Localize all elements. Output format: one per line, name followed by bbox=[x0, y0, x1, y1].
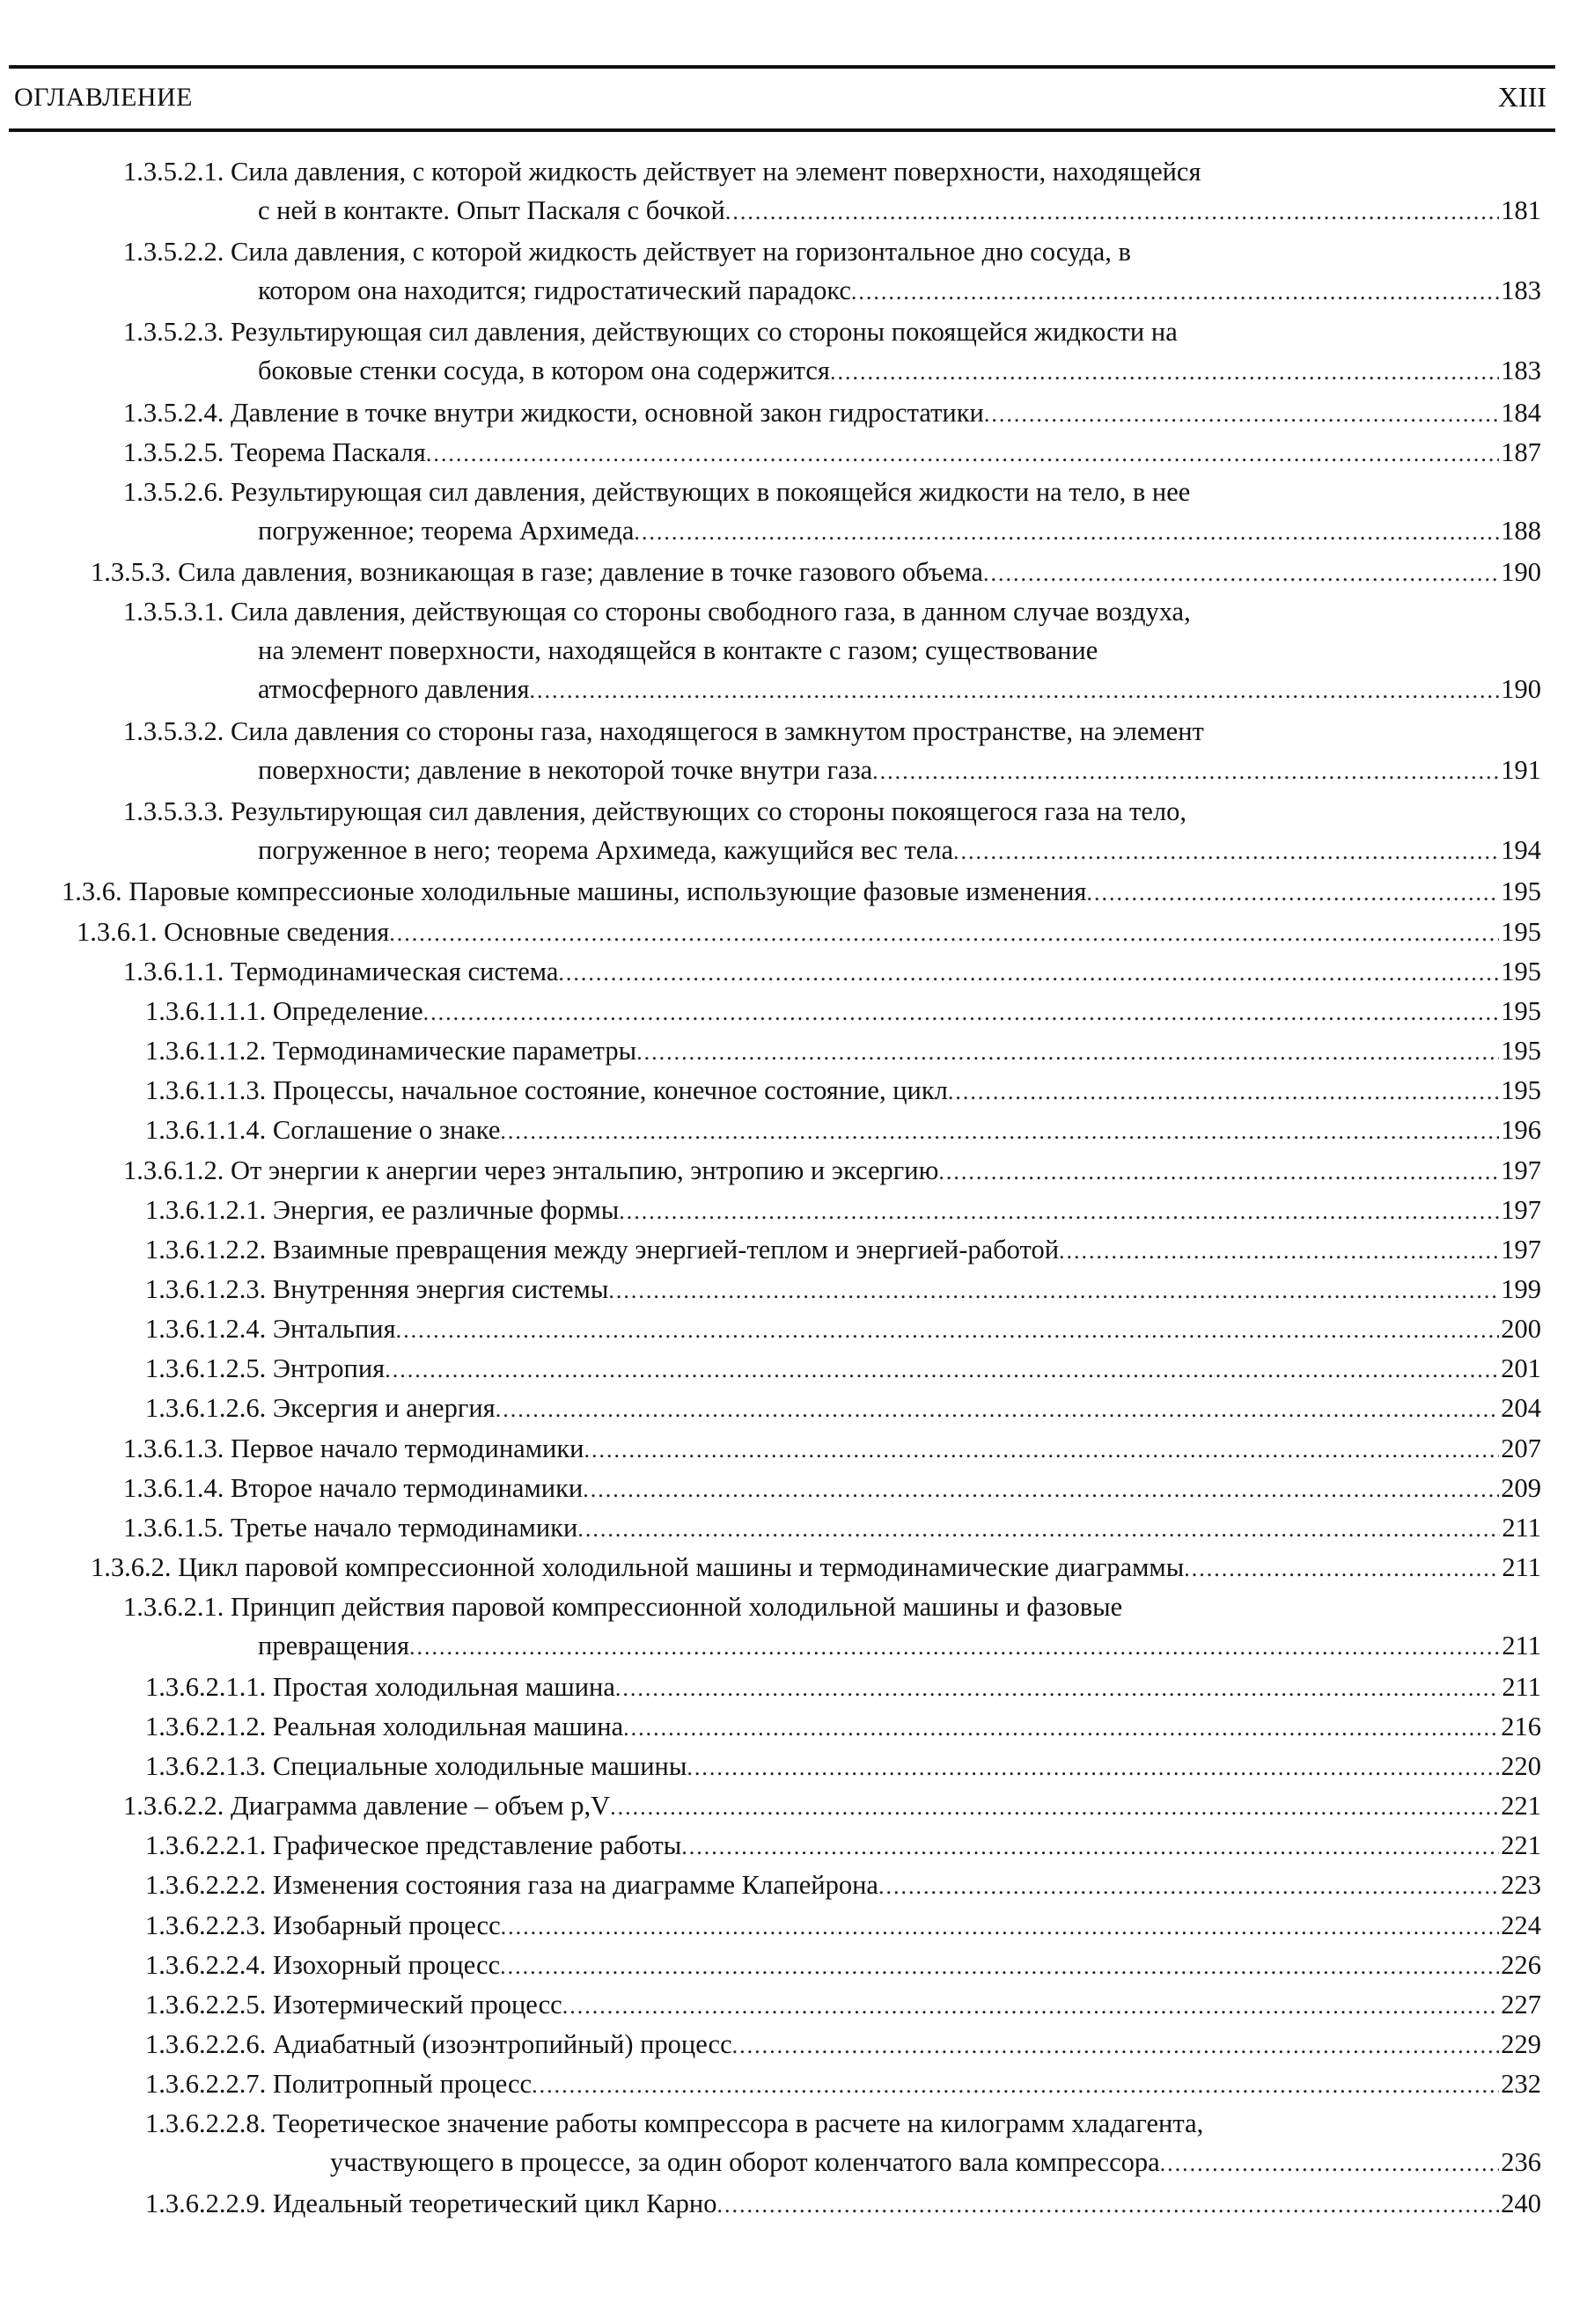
toc-entry-title: участвующего в процессе, за один оборот коленчатого вала компрессора bbox=[330, 2147, 1160, 2177]
toc-entry-number: 1.3.6.1.2.4. bbox=[145, 1314, 267, 1344]
toc-entry-title-line: Сила давления со стороны газа, находящегося в замкнутом пространстве, на элемент bbox=[231, 716, 1204, 746]
dot-leader bbox=[830, 353, 1499, 392]
dot-leader bbox=[619, 1192, 1499, 1231]
toc-entry-title: Цикл паровой компрессионной холодильной машины и термодинамические диаграммы bbox=[178, 1552, 1185, 1582]
dot-leader bbox=[716, 2186, 1499, 2225]
toc-entry-title: с ней в контакте. Опыт Паскаля с бочкой bbox=[258, 195, 725, 225]
toc-entry-title: Энергия, ее различные формы bbox=[272, 1195, 620, 1225]
toc-entry-title: Графическое представление работы bbox=[272, 1830, 682, 1860]
toc-entry-page: 191 bbox=[1501, 755, 1541, 785]
toc-entry-page: 232 bbox=[1501, 2069, 1541, 2099]
toc-entry-number: 1.3.6.1.1. bbox=[123, 957, 224, 986]
dot-leader bbox=[878, 1867, 1499, 1906]
toc-entry[interactable] bbox=[123, 712, 1541, 791]
toc-entry[interactable] bbox=[123, 312, 1541, 392]
dot-leader bbox=[983, 554, 1499, 593]
toc-entry-title: Изобарный процесс bbox=[272, 1910, 501, 1940]
toc-entry-title: Простая холодильная машина bbox=[272, 1672, 615, 1702]
toc-entry[interactable] bbox=[123, 232, 1541, 312]
toc-entry-page: 197 bbox=[1501, 1195, 1541, 1225]
dot-leader bbox=[610, 1788, 1499, 1827]
dot-leader bbox=[584, 1431, 1499, 1470]
toc-entry-number: 1.3.6.2.2.3. bbox=[145, 1910, 267, 1940]
toc-entry-title-line: Теоретическое значение работы компрессора в расчете на килограмм хладагента, bbox=[272, 2108, 1204, 2138]
toc-entry-number: 1.3.6.2.1.1. bbox=[145, 1672, 267, 1702]
toc-entry[interactable] bbox=[145, 2064, 1541, 2105]
dot-leader bbox=[1086, 874, 1499, 913]
toc-entry-number: 1.3.5.2.3. bbox=[123, 317, 224, 347]
toc-entry-number: 1.3.6.1.2.5. bbox=[145, 1353, 267, 1383]
dot-leader bbox=[636, 1033, 1499, 1072]
toc-entry-title: погруженное в него; теорема Архимеда, кажущийся вес тела bbox=[258, 835, 953, 865]
toc-entry-number: 1.3.6.1.1.3. bbox=[145, 1075, 267, 1105]
toc-entry-number: 1.3.6.1. bbox=[77, 917, 158, 947]
dot-leader bbox=[1160, 2144, 1500, 2183]
toc-entry-page: 195 bbox=[1501, 957, 1541, 986]
toc-entry-title: Эксергия и анергия bbox=[272, 1393, 496, 1423]
toc-entry-title: Теорема Паскаля bbox=[231, 437, 426, 467]
dot-leader bbox=[500, 1947, 1499, 1986]
toc-entry-page: 211 bbox=[1502, 1552, 1541, 1582]
toc-entry[interactable] bbox=[145, 1230, 1541, 1271]
toc-entry-page: 240 bbox=[1501, 2188, 1541, 2218]
toc-entry-title: Термодинамическая система bbox=[231, 957, 559, 986]
toc-entry-page: 221 bbox=[1501, 1830, 1541, 1860]
toc-entry-number: 1.3.6.1.2. bbox=[123, 1155, 224, 1185]
toc-entry[interactable] bbox=[145, 1747, 1541, 1787]
toc-entry-number: 1.3.6.1.1.2. bbox=[145, 1036, 267, 1066]
toc-entry-number: 1.3.5.2.5. bbox=[123, 437, 224, 467]
toc-entry-title: погруженное; теорема Архимеда bbox=[258, 516, 635, 546]
toc-entry-number: 1.3.6.1.1.1. bbox=[145, 996, 267, 1026]
dot-leader bbox=[396, 1311, 1500, 1350]
toc-entry[interactable] bbox=[77, 913, 1541, 953]
toc-entry[interactable] bbox=[123, 1429, 1541, 1470]
toc-entry-page: 184 bbox=[1501, 398, 1541, 428]
toc-entry-page: 190 bbox=[1501, 674, 1541, 704]
dot-leader bbox=[562, 1987, 1500, 2026]
toc-entry[interactable] bbox=[145, 1191, 1541, 1231]
dot-leader bbox=[577, 1510, 1500, 1549]
toc-entry-number: 1.3.6.2.2.5. bbox=[145, 1990, 267, 2020]
toc-entry[interactable] bbox=[145, 992, 1541, 1032]
toc-entry-title-line: Принцип действия паровой компрессионной холодильной машины и фазовые bbox=[231, 1592, 1123, 1622]
toc-entry-title: Процессы, начальное состояние, конечное состояние, цикл bbox=[272, 1075, 948, 1105]
toc-entry[interactable] bbox=[123, 152, 1541, 231]
toc-entry-number: 1.3.5.2.6. bbox=[123, 477, 224, 507]
toc-entry-title: От энергии к анергии через энтальпию, энтропию и эксергию bbox=[231, 1155, 939, 1185]
toc-entry-title: превращения bbox=[258, 1631, 409, 1661]
dot-leader bbox=[501, 1908, 1500, 1946]
toc-entry-number: 1.3.6.1.3. bbox=[123, 1433, 224, 1463]
toc-entry[interactable] bbox=[145, 1826, 1541, 1866]
dot-leader bbox=[1184, 1550, 1500, 1588]
toc-entry-number: 1.3.6.2. bbox=[91, 1552, 172, 1582]
toc-entry[interactable] bbox=[145, 1309, 1541, 1350]
dot-leader bbox=[389, 914, 1499, 953]
toc-entry-title: Второе начало термодинамики bbox=[231, 1473, 584, 1503]
toc-entry-number: 1.3.6.1.1.4. bbox=[145, 1115, 267, 1145]
toc-entry-page: 236 bbox=[1501, 2147, 1541, 2177]
dot-leader bbox=[385, 1351, 1499, 1389]
toc-entry-number: 1.3.6.2.1.3. bbox=[145, 1751, 267, 1781]
toc-entry-title: атмосферного давления bbox=[258, 674, 530, 704]
toc-entry[interactable] bbox=[123, 1587, 1541, 1667]
toc-entry[interactable] bbox=[123, 1469, 1541, 1509]
toc-entry[interactable] bbox=[145, 1866, 1541, 1906]
toc-entry-page: 195 bbox=[1501, 996, 1541, 1026]
dot-leader bbox=[938, 1153, 1499, 1191]
toc-entry-number: 1.3.6.2.2. bbox=[123, 1791, 224, 1821]
toc-entry-page: 216 bbox=[1501, 1712, 1541, 1741]
toc-entry-number: 1.3.6.1.2.3. bbox=[145, 1274, 267, 1304]
toc-entry[interactable] bbox=[123, 1151, 1541, 1191]
toc-entry-page: 201 bbox=[1501, 1353, 1541, 1383]
toc-entry-number: 1.3.5.3.2. bbox=[123, 716, 224, 746]
toc-entry-page: 211 bbox=[1502, 1631, 1541, 1661]
toc-entry-title: боковые стенки сосуда, в котором она содержится bbox=[258, 356, 830, 385]
toc-entry-title-line: Сила давления, действующая со стороны свободного газа, в данном случае воздуха, bbox=[231, 597, 1191, 627]
toc-entry-page: 204 bbox=[1501, 1393, 1541, 1423]
toc-entry-number: 1.3.5.2.4. bbox=[123, 398, 224, 428]
header-title: ОГЛАВЛЕНИЕ bbox=[14, 83, 193, 112]
toc-entry-page: 211 bbox=[1502, 1513, 1541, 1543]
toc-entry-number: 1.3.6.2.1.2. bbox=[145, 1712, 267, 1741]
toc-entry-title: Диаграмма давление – объем p,V bbox=[231, 1791, 611, 1821]
toc-entry-page: 195 bbox=[1501, 917, 1541, 947]
toc-entry-number: 1.3.6. bbox=[62, 876, 122, 906]
toc-entry[interactable] bbox=[91, 1548, 1541, 1588]
toc-entry-page: 207 bbox=[1501, 1433, 1541, 1463]
toc-entry-number: 1.3.6.2.2.1. bbox=[145, 1830, 267, 1860]
toc-entry[interactable] bbox=[123, 433, 1541, 473]
toc-entry[interactable] bbox=[145, 1668, 1541, 1708]
dot-leader bbox=[583, 1470, 1499, 1509]
toc-entry-number: 1.3.5.3. bbox=[91, 557, 172, 587]
toc-entry-title: Внутренняя энергия системы bbox=[272, 1274, 609, 1304]
toc-entry[interactable] bbox=[145, 1071, 1541, 1111]
toc-entry-page: 209 bbox=[1501, 1473, 1541, 1503]
toc-entry-number: 1.3.6.2.2.4. bbox=[145, 1950, 267, 1980]
toc-entry-page: 196 bbox=[1501, 1115, 1541, 1145]
toc-entry-title: Паровые компрессионые холодильные машины, использующие фазовые изменения bbox=[129, 876, 1087, 906]
toc-entry-number: 1.3.6.2.2.6. bbox=[145, 2029, 267, 2059]
toc-entry-title: Политропный процесс bbox=[272, 2069, 533, 2099]
toc-entry-title: Изохорный процесс bbox=[272, 1950, 501, 1980]
toc-entry[interactable] bbox=[123, 952, 1541, 993]
toc-entry-title: Давление в точке внутри жидкости, основной закон гидростатики bbox=[231, 398, 984, 428]
toc-entry-page: 195 bbox=[1501, 876, 1541, 906]
toc-entry-title-line: на элемент поверхности, находящейся в контакте с газом; существование bbox=[258, 635, 1098, 665]
toc-entry-title: Реальная холодильная машина bbox=[272, 1712, 624, 1741]
dot-leader bbox=[496, 1390, 1500, 1429]
dot-leader bbox=[872, 752, 1499, 791]
dot-leader bbox=[426, 435, 1499, 473]
toc-entry-page: 195 bbox=[1501, 1075, 1541, 1105]
dot-leader bbox=[423, 993, 1500, 1032]
toc-entry-title: Сила давления, возникающая в газе; давление в точке газового объема bbox=[178, 557, 983, 587]
dot-leader bbox=[948, 1073, 1499, 1111]
toc-entry-page: 187 bbox=[1501, 437, 1541, 467]
toc-entry-page: 200 bbox=[1501, 1314, 1541, 1344]
dot-leader bbox=[851, 273, 1499, 312]
toc-entry-page: 197 bbox=[1501, 1235, 1541, 1265]
dot-leader bbox=[1059, 1232, 1499, 1271]
dot-leader bbox=[532, 2066, 1499, 2105]
toc-entry-number: 1.3.6.2.2.9. bbox=[145, 2188, 267, 2218]
toc-entry-page: 224 bbox=[1501, 1910, 1541, 1940]
toc-entry-number: 1.3.6.1.4. bbox=[123, 1473, 224, 1503]
toc-entry-number: 1.3.5.3.1. bbox=[123, 597, 224, 627]
toc-entry-title: Энтальпия bbox=[272, 1314, 396, 1344]
toc-entry[interactable] bbox=[62, 872, 1541, 913]
toc-entry-number: 1.3.6.1.2.6. bbox=[145, 1393, 267, 1423]
toc-entry-number: 1.3.6.1.5. bbox=[123, 1513, 224, 1543]
toc-entry-title: Соглашение о знаке bbox=[272, 1115, 501, 1145]
toc-entry-page: 190 bbox=[1501, 557, 1541, 587]
toc-entry[interactable] bbox=[145, 1349, 1541, 1389]
toc-entry-title: Третье начало термодинамики bbox=[231, 1513, 578, 1543]
dot-leader bbox=[530, 671, 1500, 710]
dot-leader bbox=[953, 832, 1499, 871]
toc-entry-title-line: Сила давления, с которой жидкость действует на горизонтальное дно сосуда, в bbox=[231, 237, 1131, 267]
dot-leader bbox=[984, 395, 1499, 434]
dot-leader bbox=[558, 954, 1499, 993]
toc-entry[interactable] bbox=[145, 1707, 1541, 1748]
header-page-number: XIII bbox=[1497, 81, 1546, 113]
toc-entry[interactable] bbox=[123, 393, 1541, 434]
toc-entry-title-line: Сила давления, с которой жидкость действует на элемент поверхности, находящейся bbox=[231, 157, 1201, 187]
toc-entry-number: 1.3.5.3.3. bbox=[123, 796, 224, 826]
toc-entry-number: 1.3.6.2.2.2. bbox=[145, 1870, 267, 1900]
toc-entry-number: 1.3.6.2.1. bbox=[123, 1592, 224, 1622]
toc-entry[interactable] bbox=[145, 2184, 1541, 2225]
dot-leader bbox=[687, 1748, 1499, 1787]
toc-entry-title-line: Результирующая сил давления, действующих со стороны покоящейся жидкости на bbox=[231, 317, 1178, 347]
toc-entry-page: 220 bbox=[1501, 1751, 1541, 1781]
toc-entry[interactable] bbox=[145, 1985, 1541, 2026]
toc-entry[interactable] bbox=[123, 592, 1541, 710]
toc-entry-title: Основные сведения bbox=[164, 917, 390, 947]
toc-entry[interactable] bbox=[123, 473, 1541, 552]
toc-entry-page: 227 bbox=[1501, 1990, 1541, 2020]
toc-entry-title: Изотермический процесс bbox=[272, 1990, 562, 2020]
toc-entry-page: 226 bbox=[1501, 1950, 1541, 1980]
toc-entry-page: 197 bbox=[1501, 1155, 1541, 1185]
dot-leader bbox=[500, 1112, 1499, 1151]
toc-entry[interactable] bbox=[145, 1946, 1541, 1986]
toc-entry-title: Взаимные превращения между энергией-теплом и энергией-работой bbox=[272, 1235, 1060, 1265]
toc-entry[interactable] bbox=[145, 2104, 1541, 2183]
toc-entry-title: Первое начало термодинамики bbox=[231, 1433, 584, 1463]
toc-entry[interactable] bbox=[123, 1508, 1541, 1549]
toc-entry-title: Определение bbox=[272, 996, 423, 1026]
toc-entry-title: Изменения состояния газа на диаграмме Клапейрона bbox=[272, 1870, 878, 1900]
toc-entry[interactable] bbox=[145, 1906, 1541, 1946]
toc-entry-title: Специальные холодильные машины bbox=[272, 1751, 687, 1781]
toc-entry[interactable] bbox=[145, 1111, 1541, 1151]
toc-entry-title-line: Результирующая сил давления, действующих со стороны покоящегося газа на тело, bbox=[231, 796, 1187, 826]
toc-entry-title: Идеальный теоретический цикл Карно bbox=[272, 2188, 717, 2218]
toc-entry-page: 183 bbox=[1501, 275, 1541, 305]
toc-entry-number: 1.3.6.1.2.1. bbox=[145, 1195, 267, 1225]
toc-entry-title: Адиабатный (изоэнтропийный) процесс bbox=[272, 2029, 732, 2059]
dot-leader bbox=[634, 513, 1499, 552]
dot-leader bbox=[681, 1828, 1499, 1866]
toc-entry[interactable] bbox=[145, 1389, 1541, 1429]
toc-entry-title: Термодинамические параметры bbox=[272, 1036, 637, 1066]
toc-entry-page: 199 bbox=[1501, 1274, 1541, 1304]
toc-entry-number: 1.3.6.1.2.2. bbox=[145, 1235, 267, 1265]
toc-entry[interactable] bbox=[123, 792, 1541, 871]
toc-entry-number: 1.3.5.2.1. bbox=[123, 157, 224, 187]
toc-entry-page: 221 bbox=[1501, 1791, 1541, 1821]
dot-leader bbox=[409, 1628, 1500, 1667]
toc-entry[interactable] bbox=[145, 1031, 1541, 1072]
toc-entry[interactable] bbox=[91, 553, 1541, 593]
dot-leader bbox=[732, 2027, 1500, 2065]
dot-leader bbox=[623, 1709, 1499, 1748]
toc-entry-title: котором она находится; гидростатический парадокс bbox=[258, 275, 851, 305]
toc-entry-title: поверхности; давление в некоторой точке внутри газа bbox=[258, 755, 873, 785]
dot-leader bbox=[608, 1272, 1499, 1310]
toc-entry-title: Энтропия bbox=[272, 1353, 386, 1383]
toc-entry-page: 181 bbox=[1501, 195, 1541, 225]
dot-leader bbox=[725, 193, 1499, 231]
toc-entry-page: 211 bbox=[1502, 1672, 1541, 1702]
toc-entry-number: 1.3.6.2.2.8. bbox=[145, 2108, 267, 2138]
toc-entry-page: 195 bbox=[1501, 1036, 1541, 1066]
toc-entry-number: 1.3.6.2.2.7. bbox=[145, 2069, 267, 2099]
toc-entry-page: 223 bbox=[1501, 1870, 1541, 1900]
toc-entry-title-line: Результирующая сил давления, действующих в покоящейся жидкости на тело, в нее bbox=[231, 477, 1191, 507]
dot-leader bbox=[615, 1669, 1500, 1708]
toc-entry-page: 188 bbox=[1501, 516, 1541, 546]
toc-entry-page: 229 bbox=[1501, 2029, 1541, 2059]
toc-entry[interactable] bbox=[123, 1786, 1541, 1827]
toc-entry-number: 1.3.5.2.2. bbox=[123, 237, 224, 267]
toc-entry-page: 183 bbox=[1501, 356, 1541, 385]
toc-entry-page: 194 bbox=[1501, 835, 1541, 865]
toc-entry[interactable] bbox=[145, 1270, 1541, 1310]
toc-entry[interactable] bbox=[145, 2025, 1541, 2065]
